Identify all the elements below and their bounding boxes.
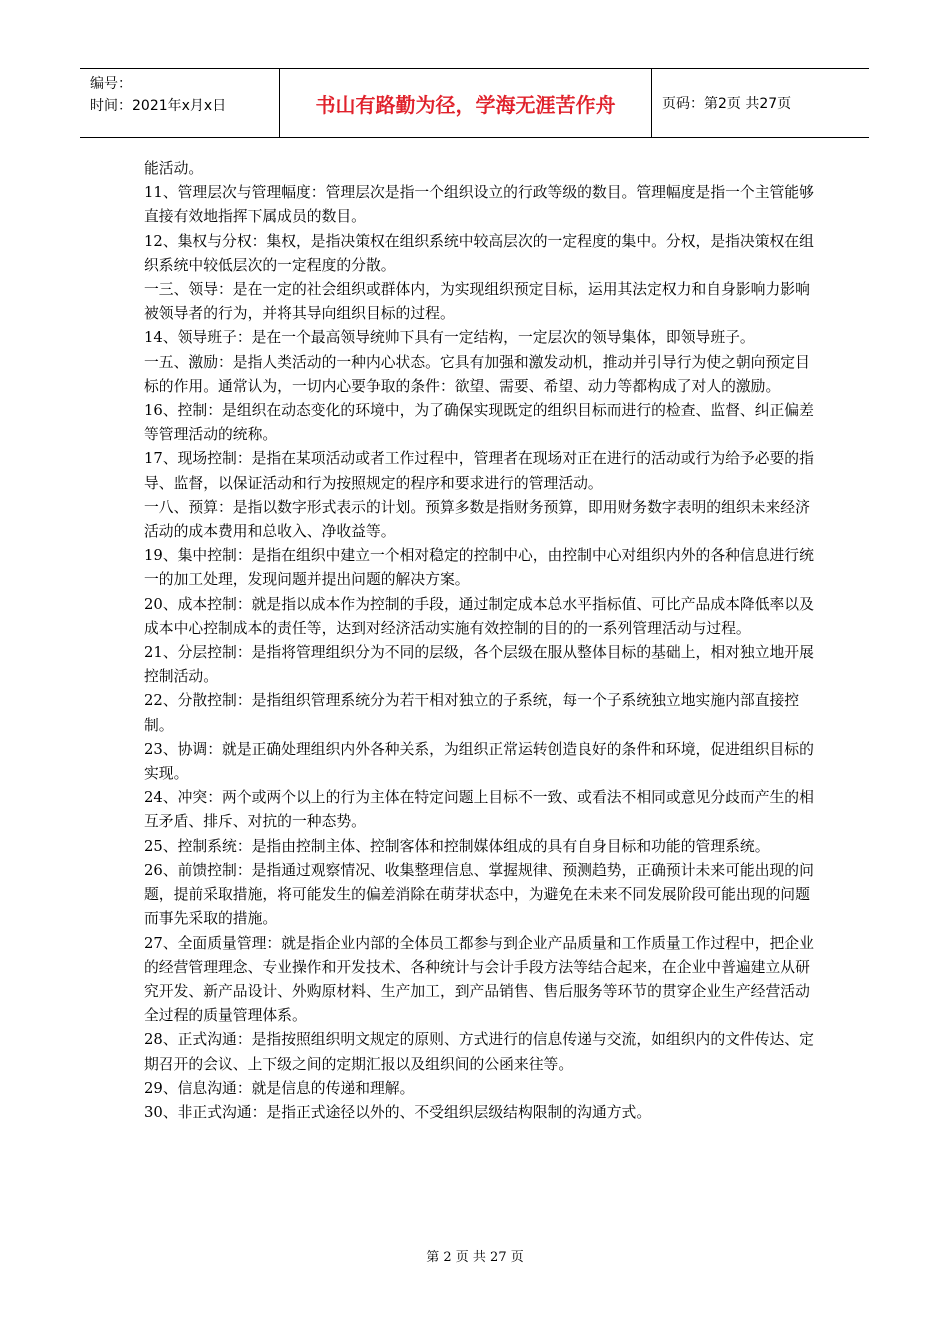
- paragraph: 27、全面质量管理：就是指企业内部的全体员工都参与到企业产品质量和工作质量工作过程中，把企业的经营管理理念、专业操作和开发技术、各种统计与会计手段方法等结合起来，在企业中普遍建立从研究开发、新产品设计、外购原材料、生产加工，到产品销售、售后服务等环节的贯穿企业生产经营活动全过程的质量管理体系。: [144, 934, 814, 1025]
- paragraph: 25、控制系统：是指由控制主体、控制客体和控制媒体组成的具有自身目标和功能的管理系统。: [144, 837, 770, 855]
- paragraph: 29、信息沟通：就是信息的传递和理解。: [144, 1079, 415, 1097]
- paragraph: 12、集权与分权：集权，是指决策权在组织系统中较高层次的一定程度的集中。分权，是指决策权在组织系统中较低层次的一定程度的分散。: [144, 232, 814, 274]
- paragraph: 21、分层控制：是指将管理组织分为不同的层级，各个层级在服从整体目标的基础上，相对独立地开展控制活动。: [144, 644, 814, 686]
- paragraph: 22、分散控制：是指组织管理系统分为若干相对独立的子系统，每一个子系统独立地实施内部直接控制。: [144, 692, 800, 734]
- time-label: 时间：2021年x月x日: [90, 98, 227, 114]
- paragraph: 14、领导班子：是在一个最高领导统帅下具有一定结构，一定层次的领导集体，即领导班子。: [144, 329, 755, 347]
- paragraph: 一三、领导：是在一定的社会组织或群体内，为实现组织预定目标，运用其法定权力和自身影响力影响被领导者的行为，并将其导向组织目标的过程。: [144, 281, 810, 323]
- paragraph: 26、前馈控制：是指通过观察情况、收集整理信息、掌握规律、预测趋势，正确预计未来可能出现的问题，提前采取措施，将可能发生的偏差消除在萌芽状态中，为避免在未来不同发展阶段可能出现的问题而事先采取的措施。: [144, 861, 814, 928]
- number-label: 编号：: [90, 76, 132, 92]
- document-body: [144, 157, 814, 1125]
- paragraph: 一八、预算：是指以数字形式表示的计划。预算多数是指财务预算，即用财务数字表明的组织未来经济活动的成本费用和总收入、净收益等。: [144, 498, 810, 541]
- header-left-cell: [80, 69, 280, 137]
- paragraph: 30、非正式沟通：是指正式途径以外的、不受组织层级结构限制的沟通方式。: [144, 1103, 652, 1121]
- page-header: [80, 68, 869, 138]
- page-info: 页码：第2页 共27页: [662, 96, 792, 112]
- motto: 书山有路勤为径，学海无涯苦作舟: [280, 69, 652, 137]
- paragraph: 17、现场控制：是指在某项活动或者工作过程中，管理者在现场对正在进行的活动或行为给予必要的指导、监督，以保证活动和行为按照规定的程序和要求进行的管理活动。: [144, 450, 814, 492]
- paragraph: 19、集中控制：是指在组织中建立一个相对稳定的控制中心，由控制中心对组织内外的各种信息进行统一的加工处理，发现问题并提出问题的解决方案。: [144, 547, 814, 589]
- paragraph: 20、成本控制：就是指以成本作为控制的手段，通过制定成本总水平指标值、可比产品成本降低率以及成本中心控制成本的责任等，达到对经济活动实施有效控制的目的的一系列管理活动与过程。: [144, 595, 814, 637]
- paragraph: 24、冲突：两个或两个以上的行为主体在特定问题上目标不一致、或看法不相同或意见分歧而产生的相互矛盾、排斥、对抗的一种态势。: [144, 789, 814, 831]
- paragraph: 能活动。: [144, 160, 204, 177]
- paragraph: 23、协调：就是正确处理组织内外各种关系，为组织正常运转创造良好的条件和环境，促进组织目标的实现。: [144, 740, 814, 783]
- paragraph: 一五、激励：是指人类活动的一种内心状态。它具有加强和激发动机，推动并引导行为使之朝向预定目标的作用。通常认为，一切内心要争取的条件：欲望、需要、希望、动力等都构成了对人的激励。: [144, 353, 810, 395]
- paragraph: 16、控制：是组织在动态变化的环境中，为了确保实现既定的组织目标而进行的检查、监督、纠正偏差等管理活动的统称。: [144, 402, 814, 444]
- page-footer: 第 2 页 共 27 页: [426, 1250, 524, 1265]
- paragraph: 11、管理层次与管理幅度：管理层次是指一个组织设立的行政等级的数目。管理幅度是指一个主管能够直接有效地指挥下属成员的数目。: [144, 184, 814, 226]
- paragraph: 28、正式沟通：是指按照组织明文规定的原则、方式进行的信息传递与交流，如组织内的文件传达、定期召开的会议、上下级之间的定期汇报以及组织间的公函来往等。: [144, 1031, 814, 1073]
